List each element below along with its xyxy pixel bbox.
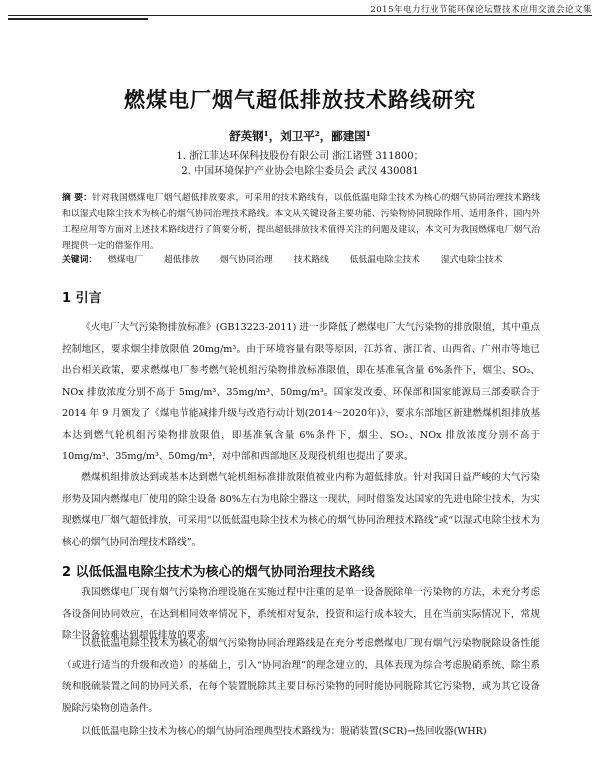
abstract-label: 摘 要：: [62, 193, 93, 203]
running-header: 2015年电力行业节能环保论坛暨技术应用交流会论文集: [370, 5, 592, 15]
body-paragraph: 燃煤机组排放达到或基本达到燃气轮机组标准排放限值被业内称为超低排放。针对我国日益严峻的大气污染形势及国内燃煤电厂使用的除尘设备 80%左右为电除尘器这一现状，同时借鉴发达国家的先进电除尘技术，为实现燃煤电厂烟气超低排放，可采用“以低低温电除尘技术为核心的烟气协同治理技术路线”或“以湿式电除尘技术为核心的烟气协同治理技术路线”。: [62, 472, 540, 548]
abstract: [62, 190, 540, 254]
paper-title: 燃煤电厂烟气超低排放技术路线研究: [124, 88, 476, 112]
header-rule-thick: [8, 18, 148, 20]
keyword: 烟气协同治理: [220, 255, 273, 265]
keyword: 低低温电除尘技术: [349, 255, 420, 265]
keywords-label: 关键词：: [62, 255, 98, 265]
keyword: 湿式电除尘技术: [440, 255, 503, 265]
body-paragraph: 以低低温电除尘技术为核心的烟气协同治理典型技术路线为：脱硝装置(SCR)→热回收器(WHR): [81, 726, 487, 737]
keyword: 超低排放: [164, 255, 200, 265]
keywords: [62, 253, 540, 267]
body-paragraph: 我国燃煤电厂现有烟气污染物治理设施在实施过程中注重的是单一设备脱除单一污染物的方法，未充分考虑各设备间协同效应，在达到相同效率情况下，系统相对复杂，投资和运行成本较大，且在当前实际情况下，常规除尘设备较难达到超低排放的要求。: [62, 587, 540, 641]
author-list: 舒英钢¹，刘卫平²，郦建国¹: [229, 129, 371, 143]
abstract-text: 针对我国燃煤电厂烟气超低排放要求，可采用的技术路线有，以低低温电除尘技术为核心的烟气协同治理技术路线和以湿式电除尘技术为核心的烟气协同治理技术路线。本文从关键设备主要功能、污染物协同脱除作用、适用条件、国内外工程应用等方面对上述技术路线进行了简要分析，提出超低排放技术值得关注的问题及建议，本文可为我国燃煤电厂烟气治理提供一定的借鉴作用。: [62, 193, 540, 251]
body-paragraph: 《火电厂大气污染物排放标准》(GB13223-2011) 进一步降低了燃煤电厂大气污染物的排放限值，其中重点控制地区，要求烟尘排放限值 20mg/m³。由于环境容量有限等原因，江苏省、浙江省、山西省、广州市等地已出台相关政策，要求燃煤电厂参考燃气轮机组污染物排放标准限值，即在基准氧含量 6%条件下，烟尘、SO₂、NOx 排放浓度分别不高于 5mg/m³、35mg/m³、50mg/m³。国家发改委、环保部和国家能源局三部委联合于 2014 年 9 月颁发了《煤电节能减排升级与改造行动计划(2014～2020年)》，要求东部地区新建燃煤机组排放基本达到燃气轮机组污染物排放限值，即基准氧含量 6%条件下，烟尘、SO₂、NOx 排放浓度分别不高于 10mg/m³、35mg/m³、50mg/m³，对中部和西部地区及现役机组也提出了要求。: [62, 322, 540, 462]
affiliation-1: 1. 浙江菲达环保科技股份有限公司 浙江诸暨 311800；: [176, 151, 424, 162]
body-paragraph: 以低低温电除尘技术为核心的烟气污染物协同治理路线是在充分考虑燃煤电厂现有烟气污染物脱除设备性能（或进行适当的升级和改造）的基础上，引入“协同治理”的理念建立的，具体表现为综合考虑脱硝系统、除尘系统和脱硫装置之间的协同关系，在每个装置脱除其主要目标污染物的同时能协同脱除其它污染物，或为其它设备脱除污染物创造条件。: [62, 638, 540, 714]
section-heading-technical-route: 2 以低低温电除尘技术为核心的烟气协同治理技术路线: [62, 565, 375, 580]
section-heading-introduction: 1 引言: [62, 291, 102, 306]
header-rule: [8, 15, 592, 16]
affiliation-2: 2. 中国环境保护产业协会电除尘委员会 武汉 430081: [181, 166, 419, 177]
keyword: 燃煤电厂: [108, 255, 144, 265]
keyword: 技术路线: [293, 255, 329, 265]
